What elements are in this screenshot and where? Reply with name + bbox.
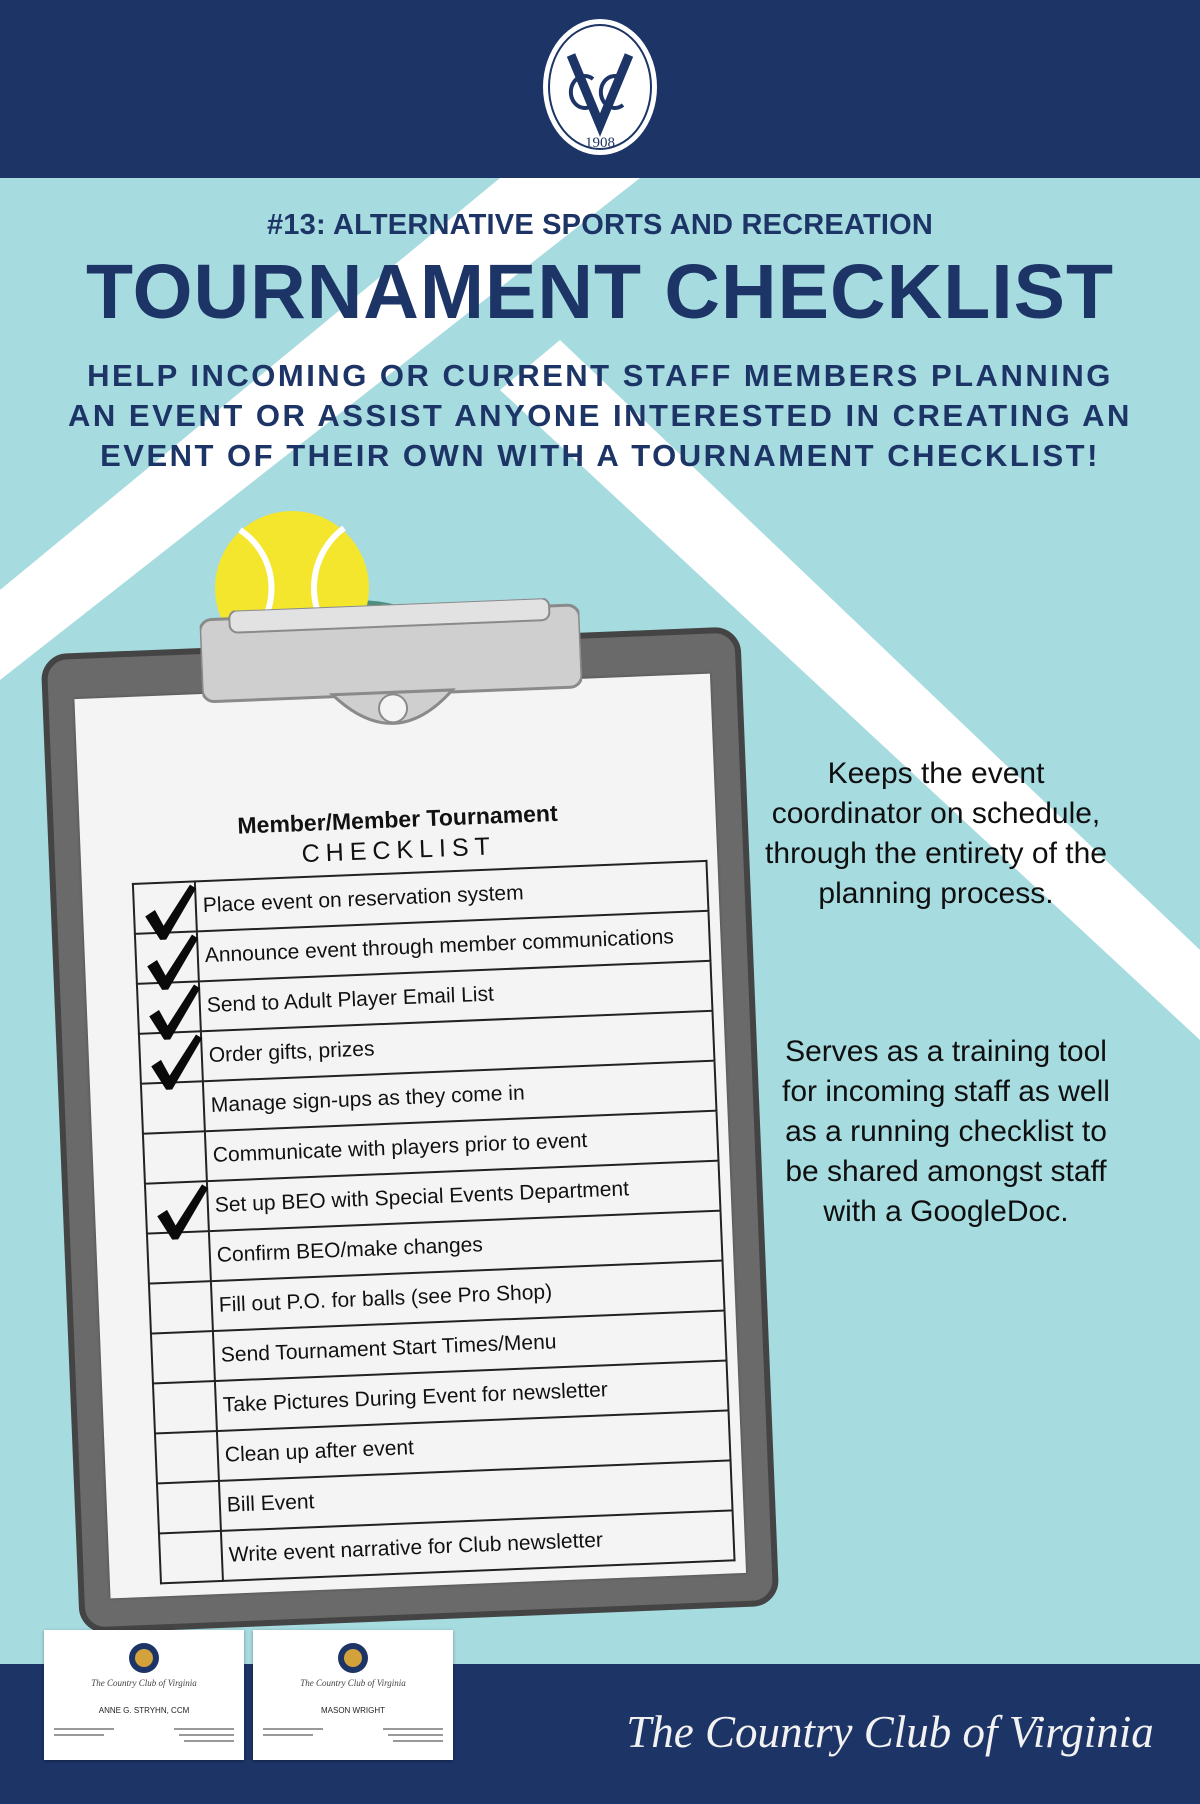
checklist-item-text: Send to Adult Player Email List — [199, 961, 713, 1032]
checklist-item-text: Confirm BEO/make changes — [209, 1211, 723, 1282]
footer-club-name: The Country Club of Virginia — [626, 1707, 1154, 1757]
card-fine-print — [54, 1726, 234, 1750]
checkbox-cell — [153, 1381, 217, 1433]
logo-year: 1908 — [585, 135, 615, 151]
checkbox-cell — [133, 881, 197, 933]
checklist-item-text: Manage sign-ups as they come in — [203, 1061, 717, 1132]
business-card-wright — [253, 1630, 453, 1760]
club-seal-icon — [337, 1642, 369, 1674]
checklist-item-text: Communicate with players prior to event — [205, 1111, 719, 1182]
card-name: ANNE G. STRYHN, CCM — [98, 1706, 190, 1715]
checklist-table — [132, 860, 736, 1585]
checkbox-cell — [137, 981, 201, 1033]
card-name: MASON WRIGHT — [321, 1706, 385, 1715]
side-note-training: Serves as a training tool for incoming staff as well as a running checklist to be shared amongst staff with a GoogleDoc. — [782, 1035, 1110, 1228]
checklist-item-text: Announce event through member communications — [197, 911, 711, 982]
subtitle: #13: ALTERNATIVE SPORTS AND RECREATION — [266, 209, 934, 241]
checklist-paper — [74, 674, 746, 1599]
checkbox-cell — [135, 931, 199, 983]
checklist-item-text: Send Tournament Start Times/Menu — [213, 1311, 727, 1382]
clipboard-clip-icon — [199, 597, 585, 762]
checkbox-cell — [159, 1531, 223, 1583]
checkbox-cell — [139, 1031, 203, 1083]
checkbox-cell — [143, 1131, 207, 1183]
checklist-item-text: Fill out P.O. for balls (see Pro Shop) — [211, 1261, 725, 1332]
checklist-item-text: Place event on reservation system — [195, 861, 709, 932]
checkbox-cell — [141, 1081, 205, 1133]
page-title: TOURNAMENT CHECKLIST — [85, 249, 1115, 335]
checkbox-cell — [151, 1331, 215, 1383]
checklist-item-text: Set up BEO with Special Events Department — [207, 1161, 721, 1232]
club-seal-icon — [128, 1642, 160, 1674]
club-logo — [541, 17, 659, 157]
checklist-item-text: Order gifts, prizes — [201, 1011, 715, 1082]
checklist-item-text: Write event narrative for Club newsletter — [221, 1510, 735, 1581]
intro-text: HELP INCOMING OR CURRENT STAFF MEMBERS PLANNING AN EVENT OR ASSIST ANYONE INTERESTED IN CREATING AN EVENT OF THEIR OWN WITH A TOURNAMENT CHECKLIST! — [68, 358, 1132, 473]
card-club-script: The Country Club of Virginia — [300, 1678, 406, 1688]
side-note-schedule: Keeps the event coordinator on schedule, through the entirety of the planning process. — [765, 757, 1107, 910]
business-card-stryhn — [44, 1630, 244, 1760]
checkbox-cell — [157, 1481, 221, 1533]
checkbox-cell — [149, 1281, 213, 1333]
checkbox-cell — [155, 1431, 219, 1483]
checklist-clipboard — [41, 626, 780, 1633]
checklist-item-text: Bill Event — [219, 1460, 733, 1531]
checklist-title: Member/Member Tournament — [236, 799, 559, 839]
checklist-item-text: Take Pictures During Event for newsletter — [215, 1360, 729, 1431]
checklist-item-text: Clean up after event — [217, 1410, 731, 1481]
card-fine-print — [263, 1726, 443, 1750]
checkbox-cell — [145, 1181, 209, 1233]
checkbox-cell — [147, 1231, 211, 1283]
checklist-subtitle: CHECKLIST — [301, 832, 497, 869]
card-club-script: The Country Club of Virginia — [91, 1678, 197, 1688]
